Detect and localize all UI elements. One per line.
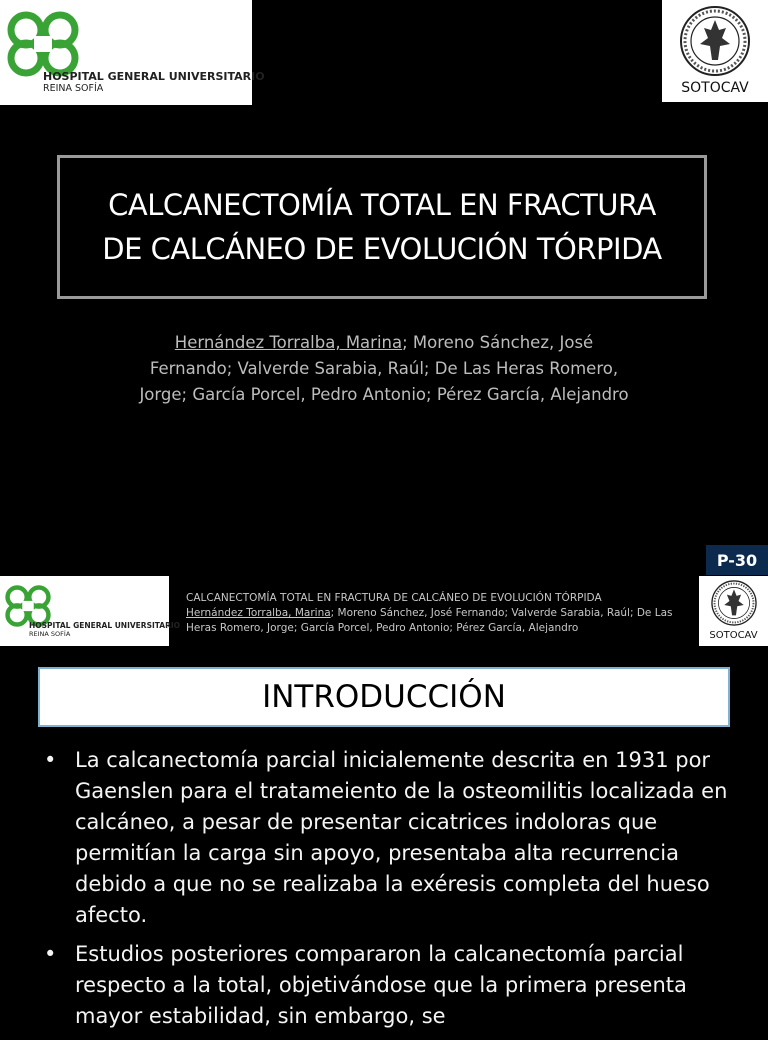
section-title: INTRODUCCIÓN xyxy=(38,667,730,727)
sotocav-label: SOTOCAV xyxy=(681,80,749,96)
sotocav-label: SOTOCAV xyxy=(709,630,758,641)
hospital-logo-small xyxy=(0,576,181,646)
bullet-icon: • xyxy=(44,942,57,966)
authors-line-2: Fernando; Valverde Sarabia, Raúl; De Las Heras Romero, xyxy=(149,359,619,378)
hospital-name: HOSPITAL GENERAL UNIVERSITARIO xyxy=(43,70,265,83)
hospital-subname: REINA SOFÍA xyxy=(29,630,71,638)
header-authors: ; Moreno Sánchez, José Fernando; Valverde Sarabia, Raúl; De Las Heras Romero, Jorge; García Porcel, Pedro Antonio; Pérez García, Alejandro xyxy=(186,607,673,634)
hospital-logo xyxy=(0,0,265,105)
authors xyxy=(110,330,658,408)
list-item: • Estudios posteriores compararon la calcanectomía parcial respecto a la total, objetivándose que la primera presenta mayor estabilidad, sin embargo, se xyxy=(40,939,740,1032)
header-main-author: Hernández Torralba, Marina xyxy=(186,607,331,619)
title-line-1: CALCANECTOMÍA TOTAL EN FRACTURA xyxy=(108,188,656,222)
main-author: Hernández Torralba, Marina xyxy=(174,333,403,352)
authors-line-1: ; Moreno Sánchez, José xyxy=(402,333,594,352)
list-item: • La calcanectomía parcial inicialemente descrita en 1931 por Gaenslen para el tratameiento de la osteomilitis localizada en calcáneo, a pesar de presentar cicatrices indoloras que permitían la carga sin apoyo, presentaba alta recurrencia debido a que no se realizaba la exéresis completa del hueso afecto. xyxy=(40,745,740,931)
title-box xyxy=(57,155,707,299)
header-text xyxy=(186,591,701,636)
sotocav-logo xyxy=(662,0,768,102)
poster-badge: P-30 xyxy=(706,545,768,575)
sotocav-logo-small xyxy=(699,576,768,646)
authors-line-3: Jorge; García Porcel, Pedro Antonio; Pérez García, Alejandro xyxy=(139,385,629,404)
sotocav-seal-icon xyxy=(678,4,752,78)
bullet-icon: • xyxy=(44,748,57,772)
header-title: CALCANECTOMÍA TOTAL EN FRACTURA DE CALCÁNEO DE EVOLUCIÓN TÓRPIDA xyxy=(186,592,602,604)
hospital-subname: REINA SOFÍA xyxy=(43,83,104,94)
bullet-list xyxy=(40,745,740,1040)
sotocav-seal-icon xyxy=(710,579,758,627)
title-line-2: DE CALCÁNEO DE EVOLUCIÓN TÓRPIDA xyxy=(102,232,662,266)
hospital-name: HOSPITAL GENERAL UNIVERSITARIO xyxy=(29,621,181,630)
